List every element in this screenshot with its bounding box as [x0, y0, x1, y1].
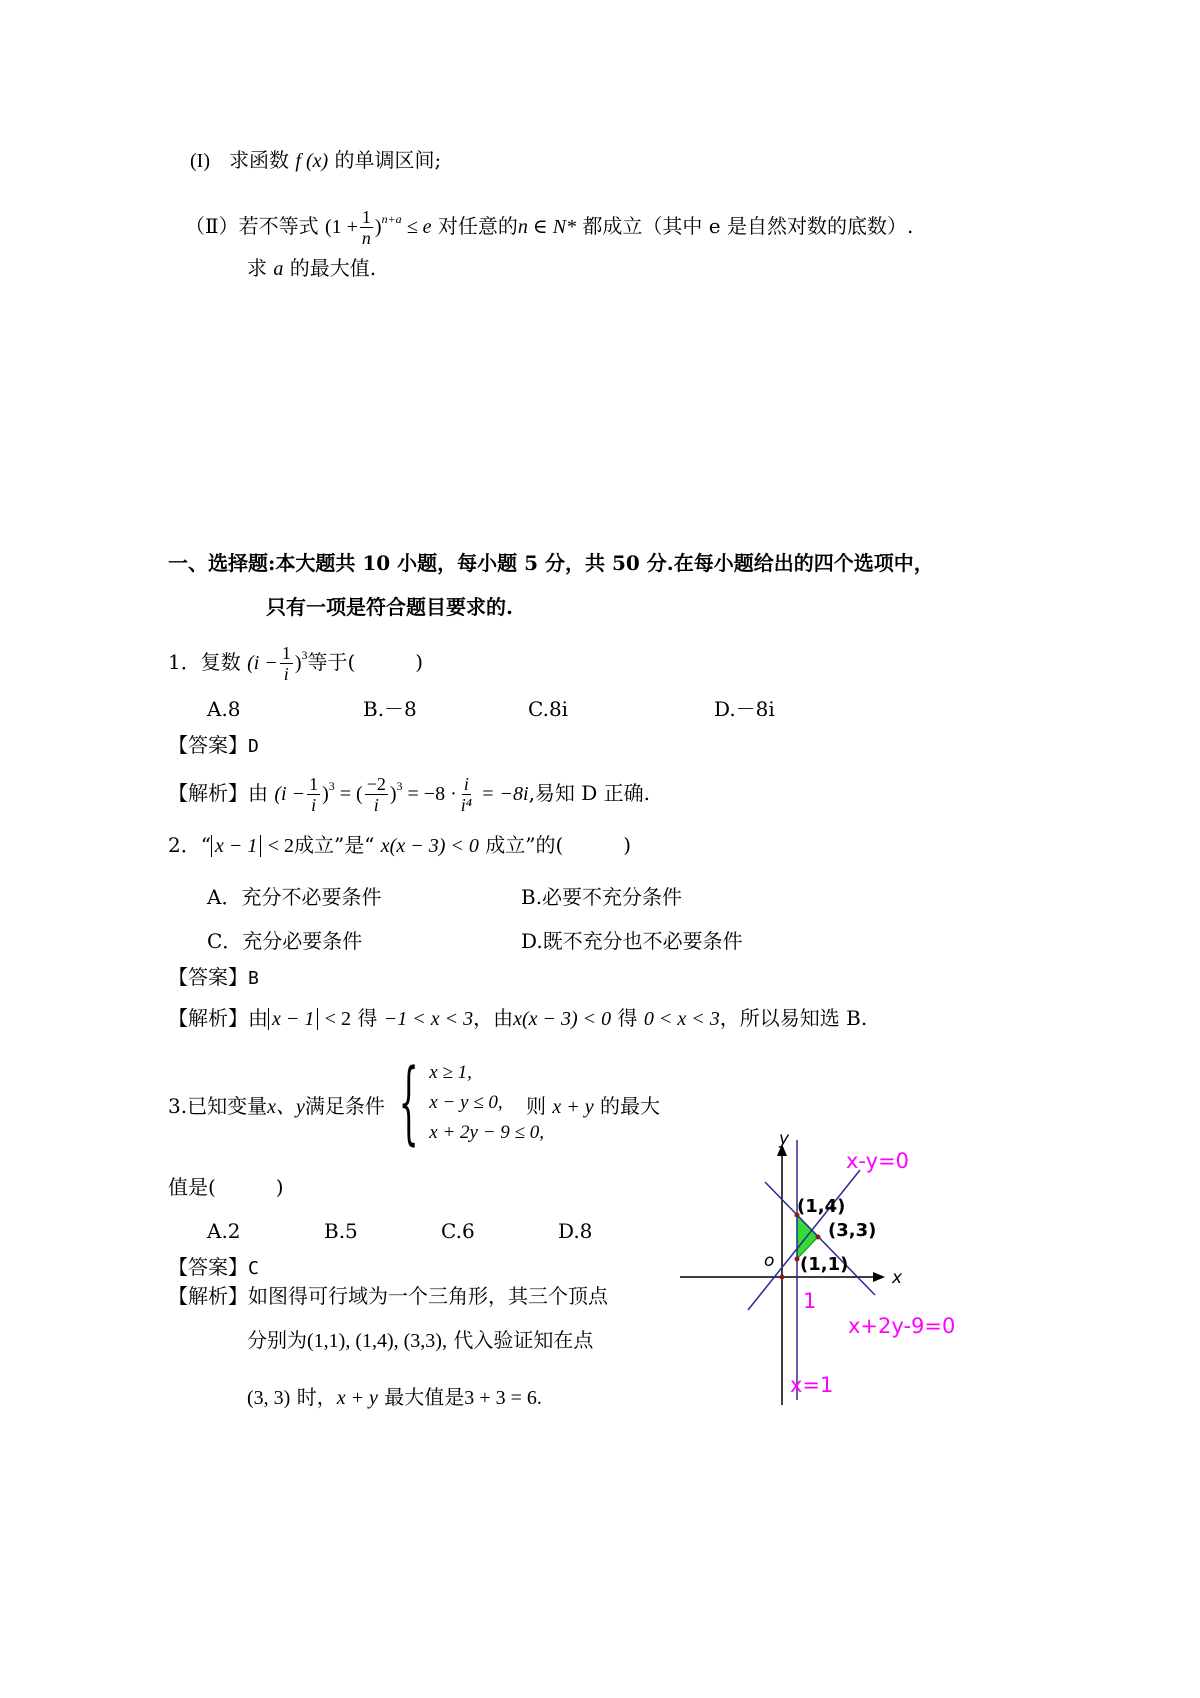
q2-a-range2: 0 < x < 3 [643, 1008, 720, 1030]
q2-answer-label: 【答案】 [168, 965, 248, 989]
q1-answer-value: D [248, 736, 259, 757]
part-ii-t1: 若不等式 [238, 214, 319, 238]
q2-option-b: B.必要不充分条件 [521, 885, 683, 909]
q1-option-a: A.8 [207, 697, 241, 721]
part-ii-frac-num: 1 [361, 207, 371, 227]
q1-a-expr2-post: ) [389, 783, 397, 805]
q1-a-f1-num: 1 [309, 774, 319, 794]
q3-t3: 的最大 [599, 1094, 660, 1118]
part-ii-rel: ≤ e [401, 216, 432, 238]
q3-t1: 满足条件 [304, 1094, 385, 1118]
q3-constraint-3: x + 2y − 9 ≤ 0, [429, 1122, 544, 1143]
q1-option-c: C.8i [528, 697, 569, 721]
q3-answer [168, 1254, 259, 1282]
part-ii-fraction [360, 207, 373, 248]
label-x-minus-y: x-y=0 [846, 1149, 910, 1173]
q1-answer [168, 732, 259, 760]
q3-a-line3-t2: 最大值是 [384, 1385, 465, 1409]
label-x-plus-2y-minus-9: x+2y-9=0 [848, 1314, 956, 1338]
vertex-3-3 [816, 1235, 821, 1240]
section-heading-line2: 只有一项是符合题目要求的. [266, 595, 513, 619]
q3-option-d: D.8 [558, 1219, 593, 1243]
part-ii-line [185, 206, 913, 248]
q3-constraint-system [380, 1050, 544, 1155]
q3-brace: { [398, 1050, 419, 1155]
part-ii-ineq-pre: (1 + [324, 216, 358, 238]
q2-a-abs: x − 1 [268, 1008, 318, 1030]
q1-analysis-label: 【解析】 [168, 781, 248, 805]
q2-a2: 得 [357, 1006, 378, 1030]
point-label-1-1: (1,1) [800, 1254, 849, 1275]
q1-a-f2-den: i [373, 795, 379, 815]
feasible-region-figure [670, 1120, 990, 1410]
q2-num: 2．“ [168, 833, 211, 857]
q1-a-eq2: = −8 · [402, 783, 457, 805]
q3-stem-line2: 值是( ) [168, 1175, 284, 1199]
x-axis-label: x [892, 1268, 903, 1288]
part-i-text: 求函数 [229, 148, 290, 172]
point-on-x-axis [780, 1275, 785, 1280]
q1-analysis-tail: ,易知 D 正确. [528, 781, 651, 805]
q1-a-f2-num: −2 [366, 774, 386, 794]
q3-a-line3-expr: x + y [336, 1387, 378, 1409]
q2-option-c: C．充分必要条件 [207, 929, 363, 953]
q3-a-line2-pts: (1,1), (1,4), (3,3), [307, 1330, 447, 1352]
q1-exp: 3 [301, 648, 308, 662]
q1-a-exp2: 3 [396, 779, 403, 793]
q1-a-f3-num: i [463, 774, 469, 794]
q1-stem [168, 642, 423, 684]
q3-a-line3-pt: (3, 3) [247, 1387, 291, 1409]
q1-frac-num: 1 [281, 643, 291, 663]
q2-rel1: < 2 [267, 835, 294, 857]
q1-a-expr1-pre: (i − [274, 783, 306, 805]
q2-answer-value: B [248, 968, 259, 989]
q1-a-frac2 [365, 774, 388, 815]
feasible-region [797, 1215, 818, 1259]
q2-a-rel: < 2 [324, 1008, 352, 1030]
q3-option-c: C.6 [441, 1219, 475, 1243]
q3-vars: x、y [267, 1096, 305, 1118]
point-label-1-4: (1,4) [797, 1196, 846, 1217]
part-i-line [190, 147, 441, 174]
part-ii-line2-b: 的最大值. [289, 256, 377, 280]
x-axis-arrow [873, 1272, 885, 1282]
q1-tail: 等于( ) [307, 650, 424, 674]
q3-analysis-line1 [168, 1283, 608, 1309]
vertex-1-1 [795, 1257, 800, 1262]
q2-option-d: D.既不充分也不必要条件 [521, 929, 743, 953]
part-i-tail: 的单调区间; [334, 148, 442, 172]
part-i-func: f (x) [295, 150, 329, 172]
q3-stem-tail [526, 1093, 660, 1120]
q2-a5: ，所以易知选 B. [719, 1006, 868, 1030]
q3-constraint-2: x − y ≤ 0, [429, 1092, 503, 1113]
y-axis-label: y [779, 1129, 790, 1149]
q2-a-range1: −1 < x < 3 [383, 1008, 474, 1030]
q2-a1: 由 [248, 1006, 268, 1030]
q3-a-line2-pre: 分别为 [247, 1328, 307, 1352]
q1-a-eq3: = −8i [476, 783, 529, 805]
q1-analysis [168, 773, 650, 815]
q1-a-expr1-post: ) [322, 783, 329, 805]
q1-frac-den: i [283, 664, 289, 684]
q2-answer [168, 964, 259, 992]
q3-answer-value: C [248, 1258, 259, 1279]
q1-a-frac1 [307, 774, 320, 815]
q2-a-expr: x(x − 3) < 0 [513, 1008, 612, 1030]
q3-analysis-label: 【解析】 [168, 1284, 248, 1308]
part-ii-line2-var: a [273, 258, 284, 280]
q2-mid1: 成立”是“ [293, 833, 375, 857]
q3-constraint-1: x ≥ 1, [429, 1062, 472, 1083]
q1-fraction [280, 643, 293, 684]
q1-expr-post: ) [294, 652, 302, 674]
section-heading-line1: 一、选择题:本大题共 10 小题，每小题 5 分，共 50 分.在每小题给出的四个选项中， [168, 551, 934, 575]
q1-option-d: D.－8i [714, 697, 775, 721]
point-label-3-3: (3,3) [828, 1220, 877, 1241]
part-ii-line2 [247, 255, 376, 282]
q3-a-line2-post: 代入验证知在点 [453, 1328, 594, 1352]
q3-t2: 则 [526, 1094, 546, 1118]
q1-num: 1．复数 [168, 650, 241, 674]
q1-a-f3-den: i⁴ [460, 795, 473, 815]
q2-analysis-label: 【解析】 [168, 1006, 248, 1030]
q2-a4: 得 [617, 1006, 638, 1030]
q3-a-line1: 如图得可行域为一个三角形，其三个顶点 [248, 1284, 608, 1308]
q3-stem [168, 1093, 385, 1120]
q2-mid2: 成立”的( ) [485, 833, 632, 857]
q3-answer-label: 【答案】 [168, 1255, 248, 1279]
q3-expr: x + y [552, 1096, 594, 1118]
part-ii-cond: n ∈ N* [517, 216, 577, 238]
part-i-label: (I) [190, 150, 210, 172]
label-x-equals-1: x=1 [790, 1373, 834, 1397]
q1-a-frac3 [459, 774, 474, 815]
q3-a-line3-t1: 时， [296, 1385, 337, 1409]
q2-abs-expr: x − 1 [211, 835, 261, 857]
q1-a-eq1: = ( [334, 783, 363, 805]
q2-stem [168, 832, 631, 859]
tick-label-one: 1 [803, 1289, 817, 1313]
part-ii-ineq-post: ) [374, 216, 382, 238]
q2-option-a: A．充分不必要条件 [207, 885, 382, 909]
q3-num: 3.已知变量 [168, 1094, 268, 1118]
part-ii-line2-a: 求 [247, 256, 267, 280]
part-ii-label: （Ⅱ） [185, 214, 239, 238]
q1-expr-pre: (i − [247, 652, 278, 674]
q1-option-b: B.－8 [363, 697, 417, 721]
origin-label: o [764, 1251, 775, 1271]
part-ii-t2: 对任意的 [437, 214, 518, 238]
q3-a-line3-calc: 3 + 3 = 6. [464, 1387, 542, 1409]
part-ii-frac-den: n [361, 228, 371, 248]
q1-a-exp1: 3 [328, 779, 335, 793]
q1-answer-label: 【答案】 [168, 733, 248, 757]
q3-option-b: B.5 [324, 1219, 358, 1243]
part-ii-t3: 都成立（其中 e 是自然对数的底数）. [582, 214, 914, 238]
q2-expr2: x(x − 3) < 0 [380, 835, 479, 857]
part-ii-exp: n+a [381, 212, 402, 226]
q1-a-f1-den: i [311, 795, 317, 815]
q3-analysis-line2 [247, 1327, 593, 1354]
q2-analysis [168, 1005, 867, 1032]
q3-option-a: A.2 [207, 1219, 241, 1243]
q2-a3: ，由 [473, 1006, 514, 1030]
q1-analysis-pre: 由 [248, 781, 268, 805]
q3-analysis-line3 [247, 1384, 542, 1411]
